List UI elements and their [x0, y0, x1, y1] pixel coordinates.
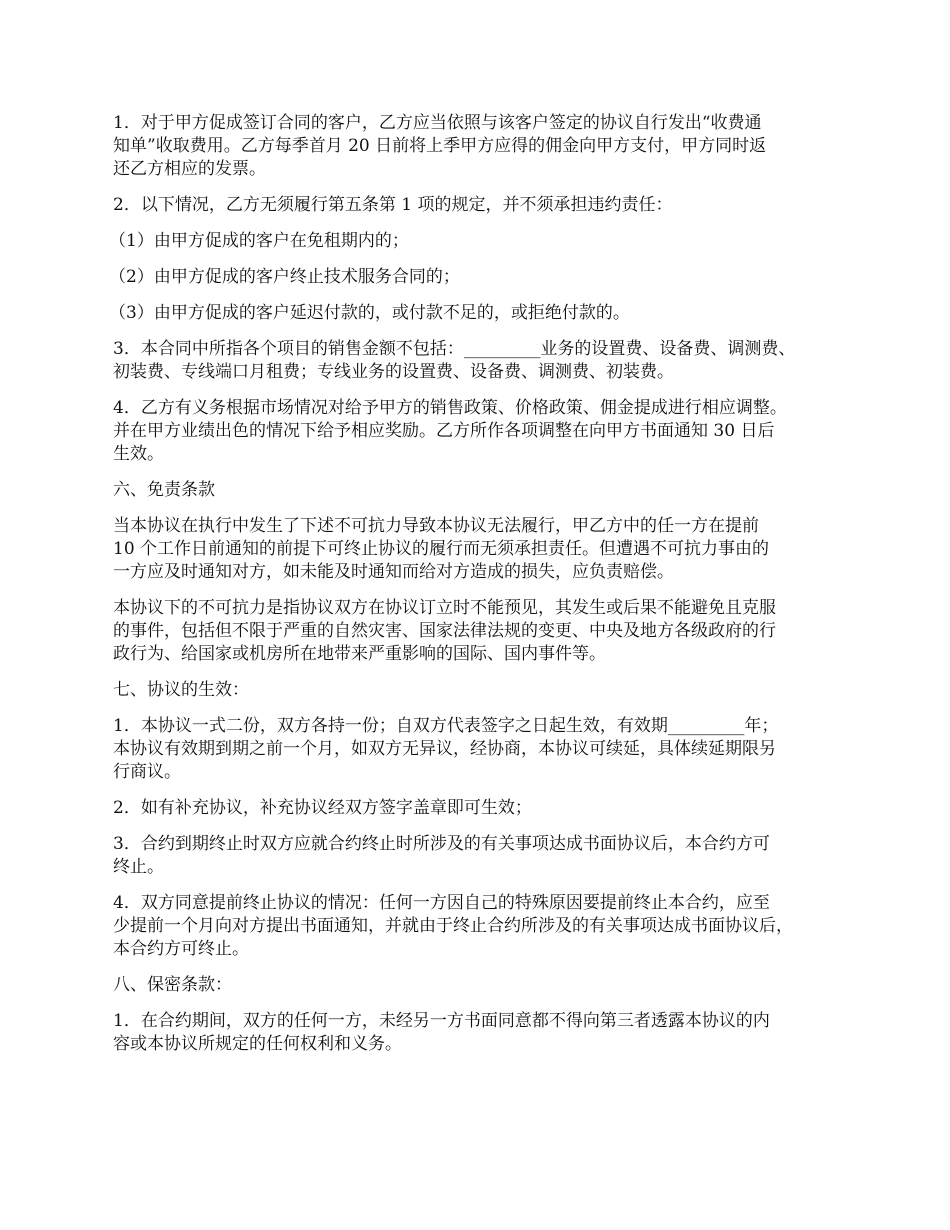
- disclaimer-paragraph-2: 本协议下的不可抗力是指协议双方在协议订立时不能预见，其发生或后果不能避免且克服 的事件，包括但不限于严重的自然灾害、国家法律法规的变更、中央及地方各级政府的行 政行为、给国家或机房所在地带来严重影响的国际、国内事件等。: [113, 598, 776, 664]
- confidentiality-clause-1: 1．在合约期间，双方的任何一方，未经另一方书面同意都不得向第三者透露本协议的内 容或本协议所规定的任何权利和义务。: [113, 1011, 770, 1054]
- clause-policy-adjustment: 4．乙方有义务根据市场情况对给予甲方的销售政策、价格政策、佣金提成进行相应调整。 并在甲方业绩出色的情况下给予相应奖励。乙方所作各项调整在向甲方书面通知 30 日后 生效。: [113, 398, 787, 464]
- section-heading-effectiveness: 七、协议的生效：: [113, 680, 249, 700]
- exemption-item-3: （3）由甲方促成的客户延迟付款的，或付款不足的，或拒绝付款的。: [109, 303, 630, 323]
- exemption-item-2: （2）由甲方促成的客户终止技术服务合同的；: [109, 267, 460, 287]
- clause-commission-payment: 1．对于甲方促成签订合同的客户，乙方应当依照与该客户签定的协议自行发出“收费通 知单”收取费用。乙方每季首月 20 日前将上季甲方应得的佣金向甲方支付，甲方同时返 还乙方相应的发票。: [113, 113, 767, 179]
- clause-exemption-intro: 2．以下情况，乙方无须履行第五条第 1 项的规定，并不须承担违约责任：: [113, 195, 673, 215]
- exemption-item-1: （1）由甲方促成的客户在免租期内的；: [109, 231, 409, 251]
- effectiveness-clause-3: 3．合约到期终止时双方应就合约终止时所涉及的有关事项达成书面协议后，本合约方可 终止。: [113, 834, 770, 877]
- effectiveness-clause-2: 2．如有补充协议，补充协议经双方签字盖章即可生效；: [113, 798, 532, 818]
- section-heading-disclaimer: 六、免责条款: [113, 480, 215, 500]
- disclaimer-paragraph-1: 当本协议在执行中发生了下述不可抗力导致本协议无法履行，甲乙方中的任一方在提前 10 个工作日前通知的前提下可终止协议的履行而无须承担责任。但遭遇不可抗力事由的 一方应及时通知对方，如未能及时通知而给对方造成的损失，应负责赔偿。: [113, 516, 770, 582]
- section-heading-confidentiality: 八、保密条款：: [113, 975, 232, 995]
- effectiveness-clause-4: 4．双方同意提前终止协议的情况：任何一方因自己的特殊原因要提前终止本合约，应至 少提前一个月向对方提出书面通知，并就由于终止合约所涉及的有关事项达成书面协议后， 本合约方可终止。: [113, 893, 793, 959]
- effectiveness-clause-1: 1．本协议一式二份，双方各持一份；自双方代表签字之日起生效，有效期_________年； 本协议有效期到期之前一个月，如双方无异议，经协商，本协议可续延，具体续延期限另 行商议。: [113, 716, 779, 782]
- clause-sales-amount: 3．本合同中所指各个项目的销售金额不包括：_________业务的设置费、设备费、调测费、 初装费、专线端口月租费；专线业务的设置费、设备费、调测费、初装费。: [113, 339, 796, 382]
- document-page: [109, 112, 853, 1069]
